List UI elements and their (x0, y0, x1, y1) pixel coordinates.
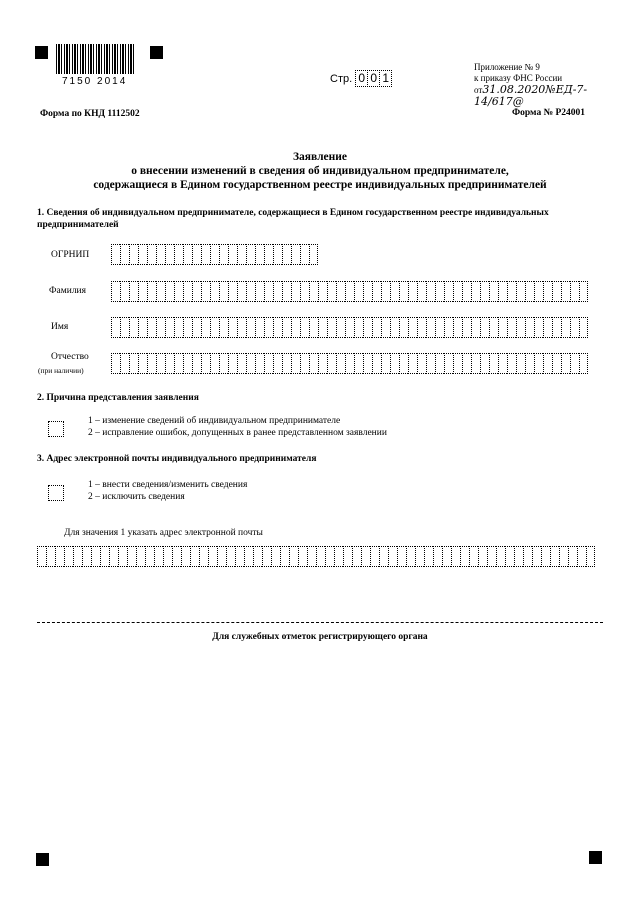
surname-field[interactable] (111, 281, 588, 302)
title-block (40, 150, 600, 192)
corner-marker-top-left (35, 46, 48, 59)
appendix-handwritten: 31.08.2020№ЕД-7-14/617@ (474, 83, 588, 108)
barcode-number: 7150 2014 (62, 76, 128, 87)
appendix-line-1: Приложение № 9 (474, 62, 540, 72)
divider-line (37, 622, 603, 623)
page-digit-1: 0 (355, 70, 368, 87)
service-note: Для служебных отметок регистрирующего органа (212, 632, 428, 642)
page-number (330, 70, 391, 87)
name-field[interactable] (111, 317, 588, 338)
email-option-2: 2 – исключить сведения (88, 492, 185, 502)
patronymic-field[interactable] (111, 353, 588, 374)
email-option-1: 1 – внести сведения/изменить сведения (88, 480, 248, 490)
form-number: Форма № Р24001 (512, 108, 586, 118)
title-line-2: о внесении изменений в сведения об индивидуальном предпринимателе, (131, 165, 509, 177)
title-line-3: содержащиеся в Едином государственном реестре индивидуальных предпринимателей (93, 179, 547, 191)
email-hint: Для значения 1 указать адрес электронной почты (64, 528, 263, 538)
section1-heading: 1. Сведения об индивидуальном предпринимателе, содержащиеся в Едином государственном реестре индивидуальных предпринимателей (37, 208, 549, 230)
corner-marker-bottom-left (36, 853, 49, 866)
appendix-line-3 (474, 84, 634, 108)
email-checkbox[interactable] (48, 485, 64, 501)
page-digit-3: 1 (379, 70, 392, 87)
title-line-1: Заявление (292, 151, 347, 163)
corner-marker-top-right (150, 46, 163, 59)
appendix-prefix: от (474, 85, 483, 95)
reason-checkbox[interactable] (48, 421, 64, 437)
page-label: Стр. (330, 73, 353, 85)
patronymic-note: (при наличии) (38, 366, 84, 375)
form-knd: Форма по КНД 1112502 (40, 109, 140, 119)
section3-heading: 3. Адрес электронной почты индивидуального предпринимателя (37, 454, 317, 464)
ogrnip-field[interactable] (111, 244, 318, 265)
appendix-note (474, 62, 634, 108)
ogrnip-label: ОГРНИП (51, 250, 90, 260)
surname-label: Фамилия (49, 286, 87, 296)
patronymic-label: Отчество (51, 352, 89, 362)
section2-heading: 2. Причина представления заявления (37, 393, 199, 403)
name-label: Имя (51, 322, 69, 332)
page-digit-2: 0 (367, 70, 380, 87)
barcode (56, 44, 136, 74)
appendix-line-2: к приказу ФНС России (474, 73, 563, 83)
reason-option-1: 1 – изменение сведений об индивидуальном предпринимателе (88, 416, 341, 426)
reason-option-2: 2 – исправление ошибок, допущенных в ранее представленном заявлении (88, 428, 387, 438)
email-field[interactable] (37, 546, 595, 567)
corner-marker-bottom-right (589, 851, 602, 864)
